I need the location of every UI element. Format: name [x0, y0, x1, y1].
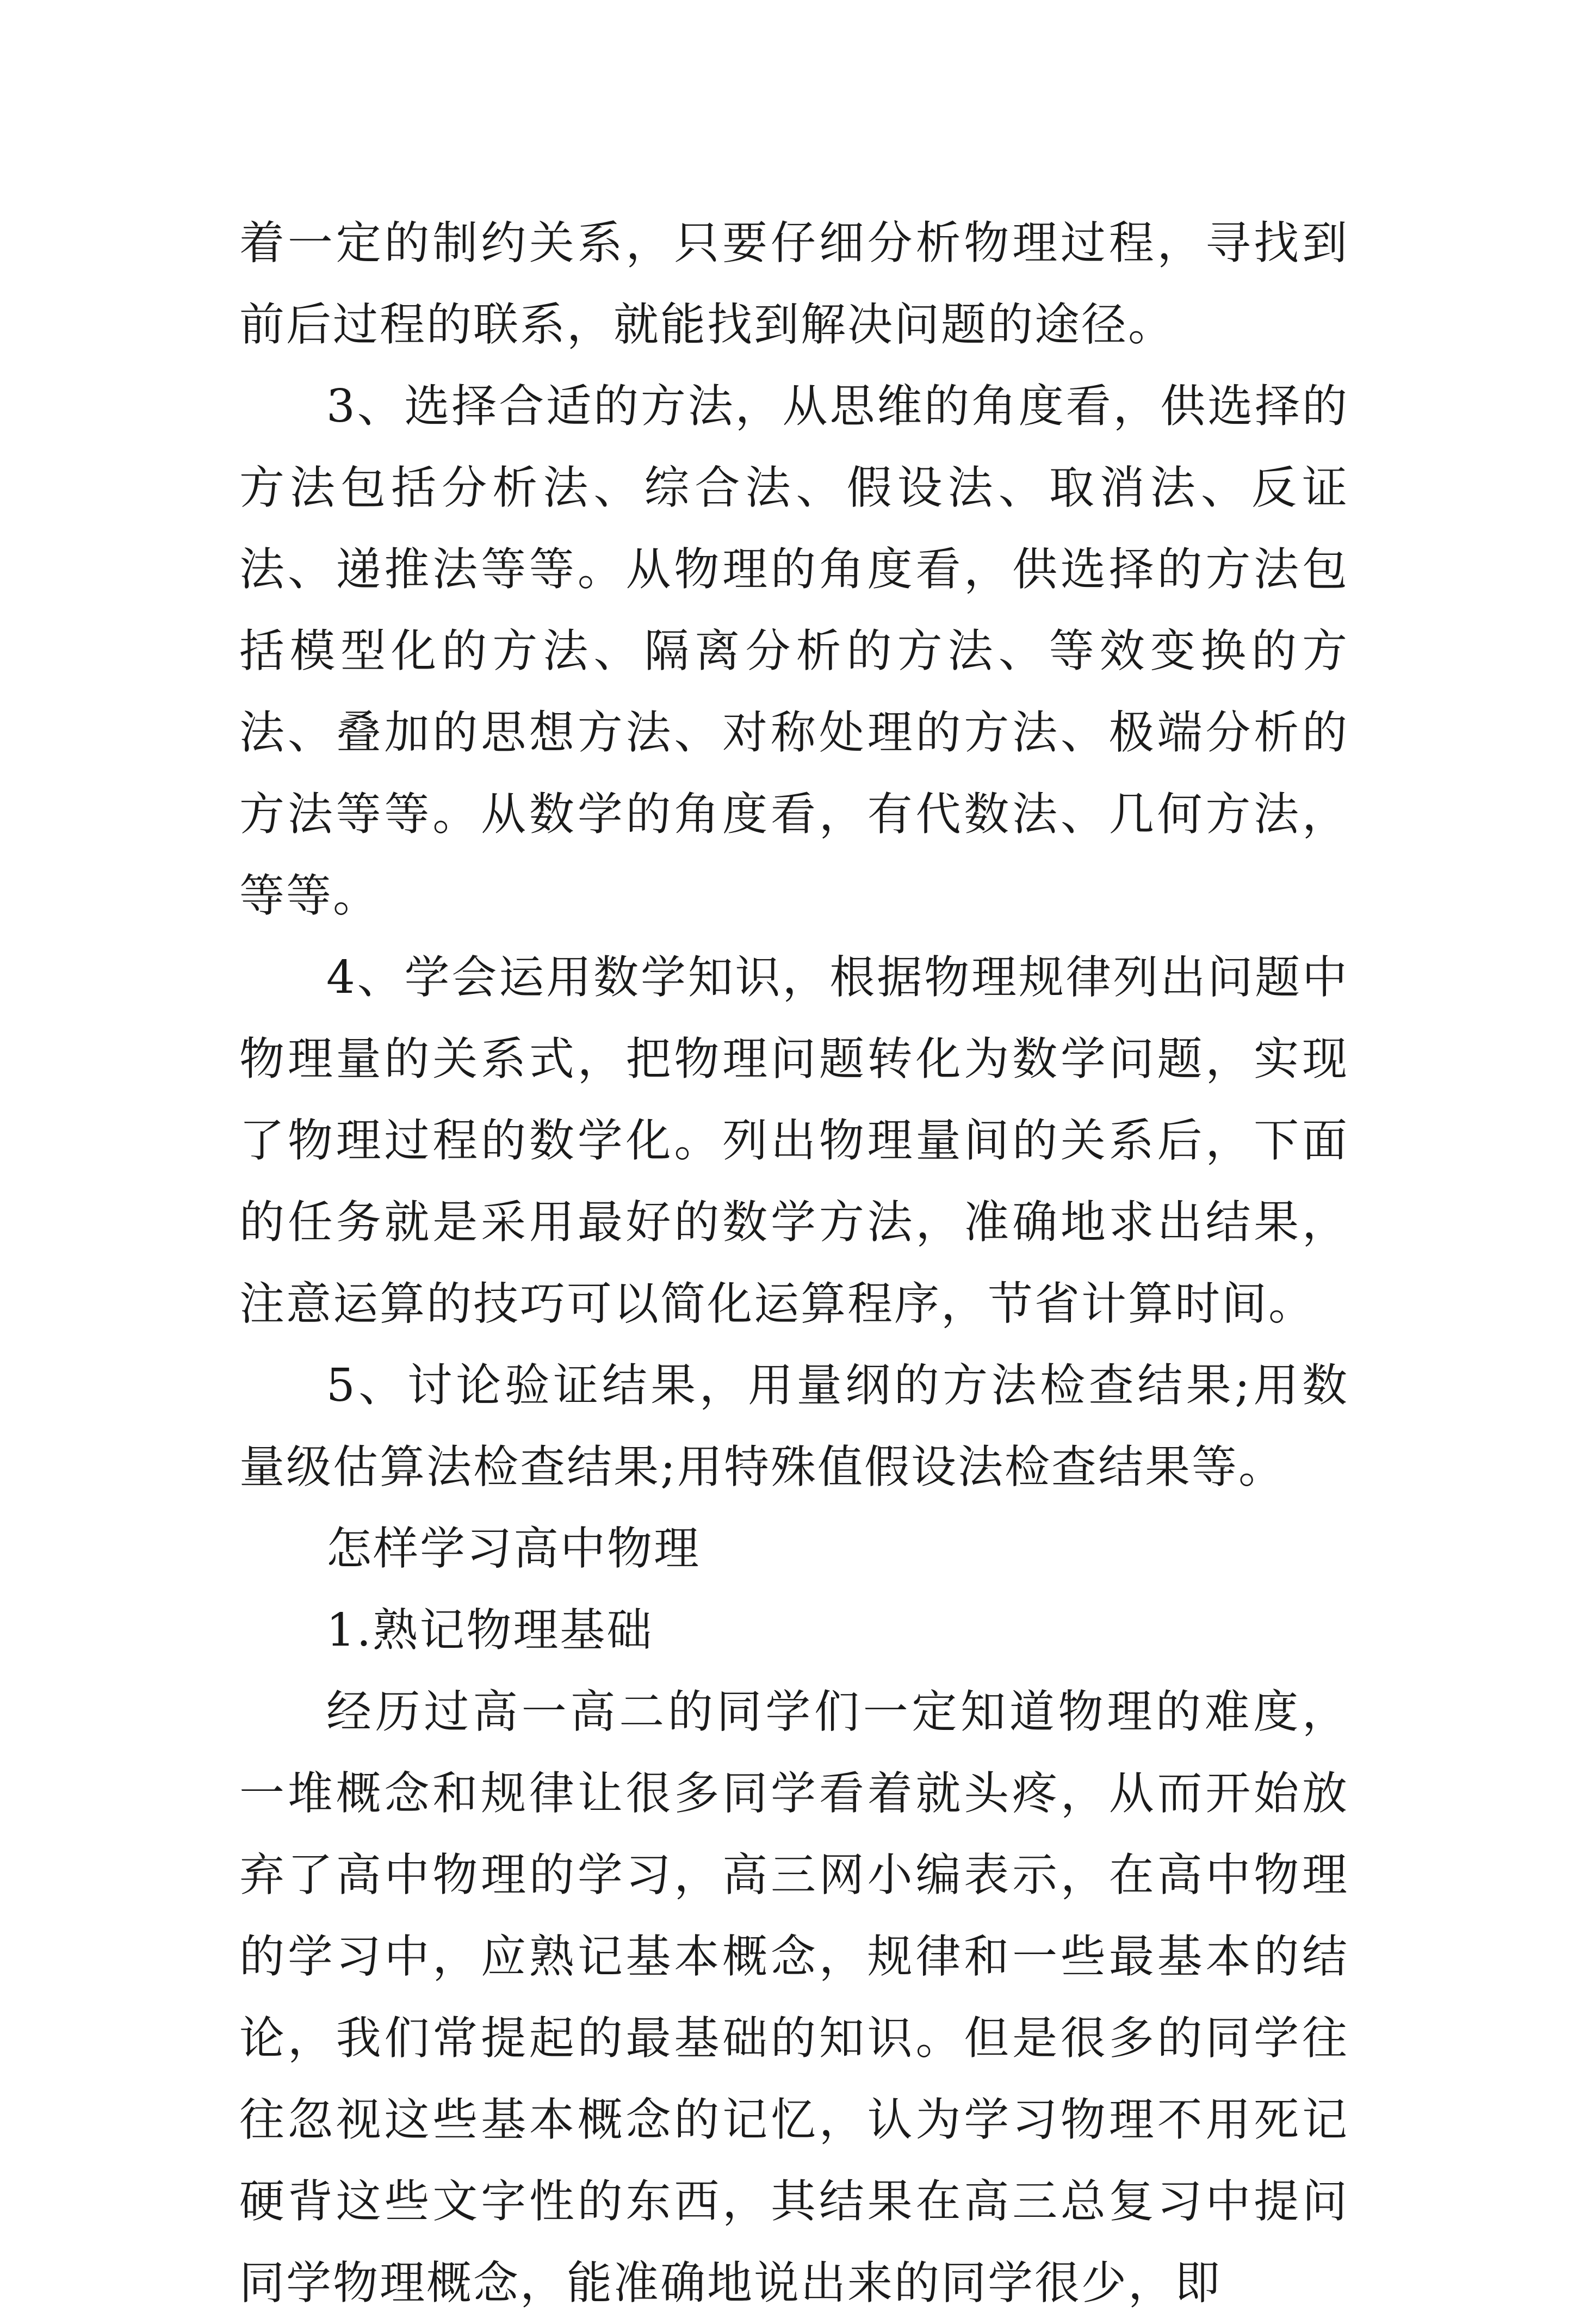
paragraph-step-5-verify: 5、讨论验证结果，用量纲的方法检查结果;用数量级估算法检查结果;用特殊值假设法检查结果等。 [239, 1359, 1349, 1493]
paragraph-step-4-math: 4、学会运用数学知识，根据物理规律列出问题中物理量的关系式，把物理问题转化为数学问题，实现了物理过程的数学化。列出物理量间的关系后，下面的任务就是采用最好的数学方法，准确地求出结果，注意运算的技巧可以简化运算程序，节省计算时间。 [239, 951, 1349, 1330]
paragraph-continuation: 着一定的制约关系，只要仔细分析物理过程，寻找到前后过程的联系，就能找到解决问题的途径。 [239, 217, 1349, 351]
paragraph-step-3-methods: 3、选择合适的方法，从思维的角度看，供选择的方法包括分析法、综合法、假设法、取消法、反证法、递推法等等。从物理的角度看，供选择的方法包括模型化的方法、隔离分析的方法、等效变换的方法、叠加的思想方法、对称处理的方法、极端分析的方法等等。从数学的角度看，有代数法、几何方法，等等。 [239, 380, 1349, 922]
subsection-heading: 1.熟记物理基础 [326, 1604, 654, 1657]
body-text [239, 202, 1349, 2324]
section-heading: 怎样学习高中物理 [326, 1522, 701, 1575]
paragraph-basics: 经历过高一高二的同学们一定知道物理的难度，一堆概念和规律让很多同学看着就头疼，从而开始放弃了高中物理的学习，高三网小编表示，在高中物理的学习中，应熟记基本概念，规律和一些最基本的结论，我们常提起的最基础的知识。但是很多的同学往往忽视这些基本概念的记忆，认为学习物理不用死记硬背这些文字性的东西，其结果在高三总复习中提问同学物理概念，能准确地说出来的同学很少，即 [239, 1685, 1349, 2309]
